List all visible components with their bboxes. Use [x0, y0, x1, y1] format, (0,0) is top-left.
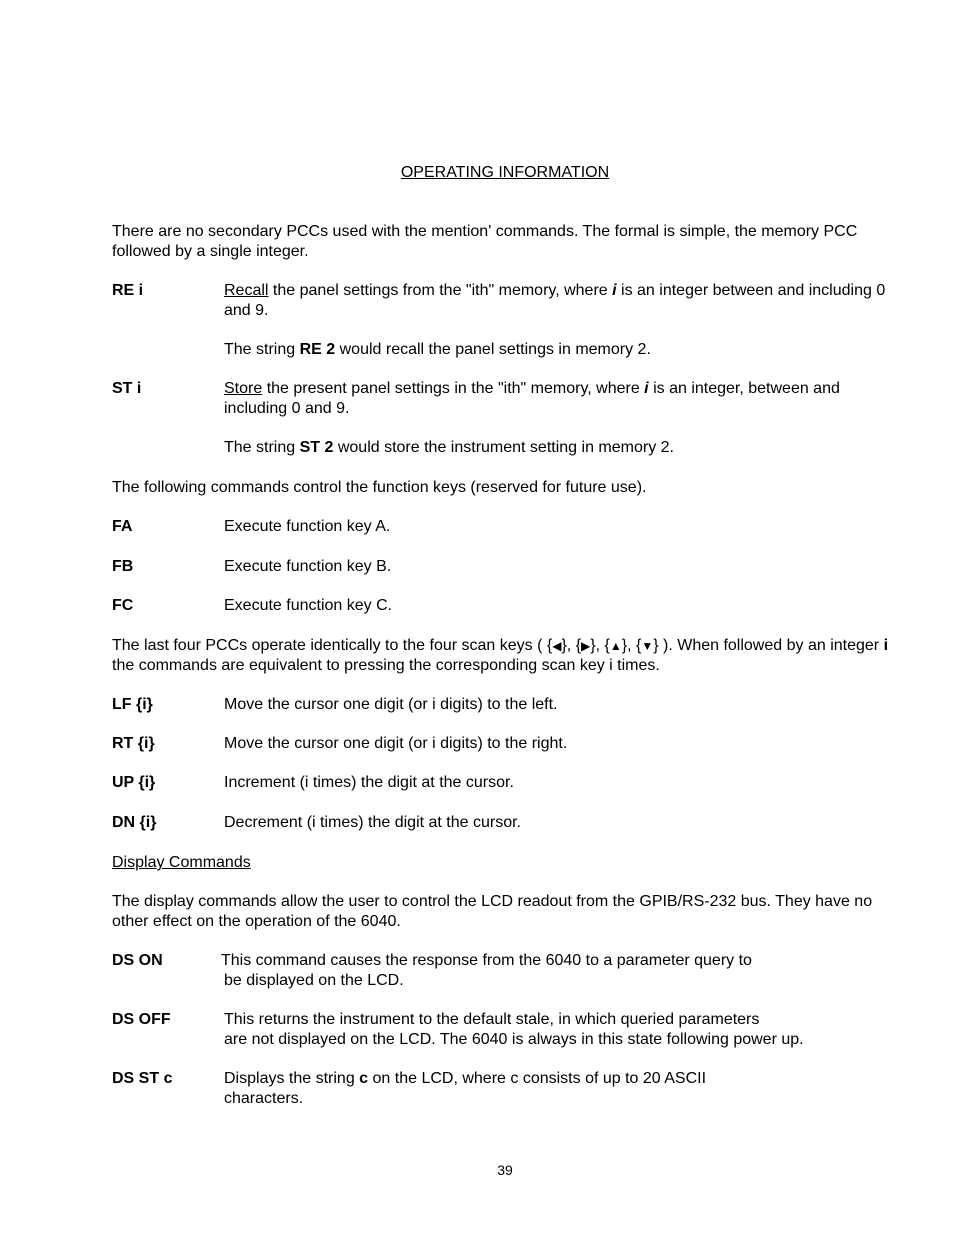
rt-description: Move the cursor one digit (or i digits) to the right. [224, 735, 568, 752]
left-arrow-icon: ◀ [552, 639, 562, 653]
dn-description: Decrement (i times) the digit at the cursor. [224, 814, 521, 831]
display-intro: The display commands allow the user to control the LCD readout from the GPIB/RS-232 bus. They have no other effect on the operation of the 6040. [112, 893, 873, 930]
fb-description: Execute function key B. [224, 558, 392, 575]
fc-label: FC [112, 597, 134, 614]
lf-description: Move the cursor one digit (or i digits) to the left. [224, 696, 558, 713]
up-description: Increment (i times) the digit at the cursor. [224, 774, 514, 791]
up-arrow-icon: ▲ [609, 639, 622, 653]
store-term: Store [224, 380, 263, 397]
ds-off-line2: are not displayed on the LCD. The 6040 is always in this state following power up. [224, 1031, 804, 1048]
ds-on-line1: This command causes the response from the 6040 to a parameter query to [221, 952, 752, 969]
re-example [224, 340, 904, 360]
st-example-b: would store the instrument setting in memory 2. [333, 439, 674, 456]
scan-text-b: } ). When followed by an integer [653, 637, 884, 654]
scan-text-a: The last four PCCs operate identically to the four scan keys ( { [112, 637, 553, 654]
st-command-label: ST i [112, 380, 142, 397]
ds-off-label: DS OFF [112, 1011, 171, 1028]
scan-text-c: the commands are equivalent to pressing the corresponding scan key i times. [112, 657, 660, 674]
ds-on-line2: be displayed on the LCD. [224, 972, 404, 989]
fc-description: Execute function key C. [224, 597, 393, 614]
right-arrow-icon: ▶ [581, 639, 591, 653]
ds-st-text-a: Displays the string [224, 1070, 360, 1087]
re-command-label: RE i [112, 282, 144, 299]
re-var: i [612, 282, 617, 299]
ds-st-text-b: on the LCD, where c consists of up to 20 ASCII [368, 1070, 707, 1087]
fa-label: FA [112, 518, 133, 535]
ds-st-line1 [224, 1069, 904, 1089]
up-label: UP {i} [112, 774, 156, 791]
ds-st-label: DS ST c [112, 1070, 173, 1087]
re-text-a: the panel settings from the "ith" memory, where [268, 282, 613, 299]
ds-st-line2: characters. [224, 1090, 304, 1107]
st-text-b: is an integer, between and including 0 and 9. [224, 380, 840, 417]
lf-label: LF {i} [112, 696, 153, 713]
fa-description: Execute function key A. [224, 518, 391, 535]
re-text-b: is an integer between and including 0 and 9. [224, 282, 886, 319]
scan-sep-2: }, { [590, 637, 610, 654]
display-commands-heading: Display Commands [112, 854, 251, 871]
scan-sep-3: }, { [621, 637, 642, 654]
st-var: i [644, 380, 649, 397]
ds-off-line1: This returns the instrument to the default stale, in which queried parameters [224, 1011, 760, 1028]
recall-term: Recall [224, 282, 269, 299]
intro-paragraph: There are no secondary PCCs used with the mention' commands. The formal is simple, the memory PCC followed by a single integer. [112, 223, 858, 260]
page-number: 39 [497, 1162, 513, 1178]
re-example-b: would recall the panel settings in memory 2. [335, 341, 651, 358]
function-keys-intro: The following commands control the function keys (reserved for future use). [112, 479, 647, 496]
dn-label: DN {i} [112, 814, 157, 831]
st-example-a: The string [224, 439, 300, 456]
st-example-cmd: ST 2 [299, 439, 334, 456]
down-arrow-icon: ▼ [641, 639, 654, 653]
scan-var: i [883, 637, 889, 654]
scan-sep-1: }, { [561, 637, 582, 654]
ds-on-label: DS ON [112, 952, 163, 969]
st-command-description [224, 379, 904, 419]
fb-label: FB [112, 558, 134, 575]
st-example [224, 438, 904, 458]
rt-label: RT {i} [112, 735, 155, 752]
re-example-a: The string [224, 341, 300, 358]
re-example-cmd: RE 2 [299, 341, 336, 358]
re-command-description [224, 281, 904, 321]
page-title: OPERATING INFORMATION [400, 164, 610, 181]
scan-keys-intro [112, 636, 902, 676]
st-text-a: the present panel settings in the "ith" memory, where [262, 380, 645, 397]
ds-st-var: c [359, 1070, 369, 1087]
